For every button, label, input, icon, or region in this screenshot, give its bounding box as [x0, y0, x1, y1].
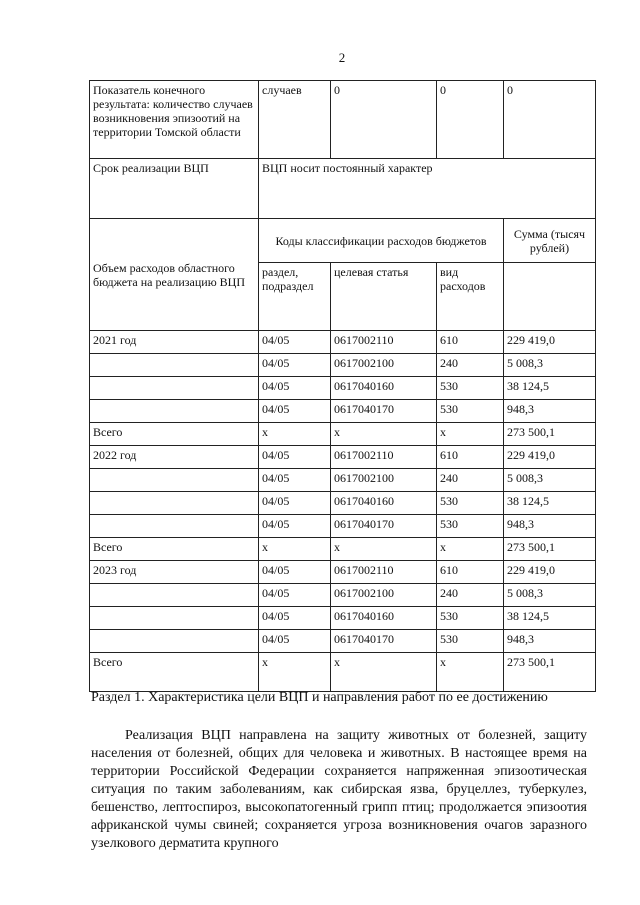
table-row [90, 492, 596, 515]
section-cell: 04/05 [259, 607, 331, 630]
target-cell: 0617002100 [331, 584, 437, 607]
col-sum-header [504, 263, 596, 331]
sum-cell: 38 124,5 [504, 492, 596, 515]
program-table [89, 80, 596, 692]
sum-header: Сумма (тысяч рублей) [504, 219, 596, 263]
target-cell: 0617002100 [331, 469, 437, 492]
section-cell: 04/05 [259, 377, 331, 400]
sum-cell: 5 008,3 [504, 354, 596, 377]
kind-cell: 240 [437, 584, 504, 607]
table-row [90, 469, 596, 492]
total-label: Всего [90, 423, 259, 446]
total-row [90, 653, 596, 692]
year-cell [90, 630, 259, 653]
target-cell: 0617040170 [331, 630, 437, 653]
kind-cell: 530 [437, 492, 504, 515]
table-row [90, 584, 596, 607]
sum-cell: 38 124,5 [504, 377, 596, 400]
table-row [90, 331, 596, 354]
indicator-value-2: 0 [437, 81, 504, 159]
table-row [90, 400, 596, 423]
year-cell [90, 492, 259, 515]
total-sum: 273 500,1 [504, 423, 596, 446]
year-cell [90, 377, 259, 400]
section-heading: Раздел 1. Характеристика цели ВЦП и направления работ по ее достижению [91, 690, 548, 705]
table-row [90, 515, 596, 538]
sum-cell: 948,3 [504, 515, 596, 538]
year-cell: 2023 год [90, 561, 259, 584]
kind-cell: 610 [437, 561, 504, 584]
target-cell: 0617040160 [331, 607, 437, 630]
section-cell: 04/05 [259, 469, 331, 492]
section-cell: 04/05 [259, 630, 331, 653]
sum-cell: 5 008,3 [504, 469, 596, 492]
table-row [90, 377, 596, 400]
kind-cell: 240 [437, 469, 504, 492]
x-cell: x [331, 538, 437, 561]
codes-header: Коды классификации расходов бюджетов [259, 219, 504, 263]
target-cell: 0617040160 [331, 492, 437, 515]
col-target-header: целевая статья [331, 263, 437, 331]
sum-cell: 948,3 [504, 630, 596, 653]
term-label: Срок реализации ВЦП [90, 159, 259, 219]
section-cell: 04/05 [259, 331, 331, 354]
section-cell: 04/05 [259, 515, 331, 538]
kind-cell: 610 [437, 331, 504, 354]
total-sum: 273 500,1 [504, 538, 596, 561]
x-cell: x [259, 423, 331, 446]
term-row [90, 159, 596, 219]
x-cell: x [331, 653, 437, 692]
target-cell: 0617040170 [331, 400, 437, 423]
section-cell: 04/05 [259, 584, 331, 607]
table-row [90, 354, 596, 377]
total-label: Всего [90, 653, 259, 692]
year-cell: 2021 год [90, 331, 259, 354]
sum-cell: 948,3 [504, 400, 596, 423]
target-cell: 0617040170 [331, 515, 437, 538]
volume-label: Объем расходов областного бюджета на реализацию ВЦП [90, 219, 259, 331]
sum-cell: 5 008,3 [504, 584, 596, 607]
kind-cell: 530 [437, 377, 504, 400]
kind-cell: 240 [437, 354, 504, 377]
year-cell [90, 515, 259, 538]
indicator-unit: случаев [259, 81, 331, 159]
kind-cell: 610 [437, 446, 504, 469]
section-cell: 04/05 [259, 400, 331, 423]
total-sum: 273 500,1 [504, 653, 596, 692]
x-cell: x [437, 653, 504, 692]
year-cell [90, 584, 259, 607]
target-cell: 0617040160 [331, 377, 437, 400]
total-label: Всего [90, 538, 259, 561]
indicator-value-1: 0 [331, 81, 437, 159]
sum-cell: 229 419,0 [504, 561, 596, 584]
kind-cell: 530 [437, 400, 504, 423]
year-cell [90, 354, 259, 377]
target-cell: 0617002100 [331, 354, 437, 377]
year-cell [90, 469, 259, 492]
section-cell: 04/05 [259, 354, 331, 377]
x-cell: x [437, 423, 504, 446]
target-cell: 0617002110 [331, 446, 437, 469]
x-cell: x [259, 653, 331, 692]
x-cell: x [259, 538, 331, 561]
col-section-header: раздел, подраздел [259, 263, 331, 331]
indicator-label: Показатель конечного результата: количество случаев возникновения эпизоотий на территории Томской области [90, 81, 259, 159]
total-row [90, 538, 596, 561]
page-number: 2 [338, 50, 346, 65]
term-value: ВЦП носит постоянный характер [259, 159, 596, 219]
x-cell: x [437, 538, 504, 561]
indicator-row [90, 81, 596, 159]
table-row [90, 446, 596, 469]
total-row [90, 423, 596, 446]
year-cell [90, 400, 259, 423]
table-row [90, 561, 596, 584]
header-row [90, 219, 596, 263]
x-cell: x [331, 423, 437, 446]
section-cell: 04/05 [259, 492, 331, 515]
kind-cell: 530 [437, 515, 504, 538]
sum-cell: 229 419,0 [504, 331, 596, 354]
table-row [90, 630, 596, 653]
body-paragraph: Реализация ВЦП направлена на защиту животных от болезней, защиту населения от болезней, общих для человека и животных. В настоящее время на территории Российской Федерации сохраняется напряженная эпизоотическая ситуация по таким заболеваниям, как сибирская язва, бруцеллез, туберкулез, бешенство, лептоспироз, высокопатогенный грипп птиц; продолжается эпизоотия африканской чумы свиней; сохраняется угроза возникновения очагов заразного узелкового дерматита крупного [91, 728, 587, 851]
kind-cell: 530 [437, 607, 504, 630]
sum-cell: 229 419,0 [504, 446, 596, 469]
indicator-value-3: 0 [504, 81, 596, 159]
section-cell: 04/05 [259, 561, 331, 584]
target-cell: 0617002110 [331, 331, 437, 354]
target-cell: 0617002110 [331, 561, 437, 584]
col-kind-header: вид расходов [437, 263, 504, 331]
kind-cell: 530 [437, 630, 504, 653]
table-row [90, 607, 596, 630]
year-cell: 2022 год [90, 446, 259, 469]
section-cell: 04/05 [259, 446, 331, 469]
sum-cell: 38 124,5 [504, 607, 596, 630]
year-cell [90, 607, 259, 630]
